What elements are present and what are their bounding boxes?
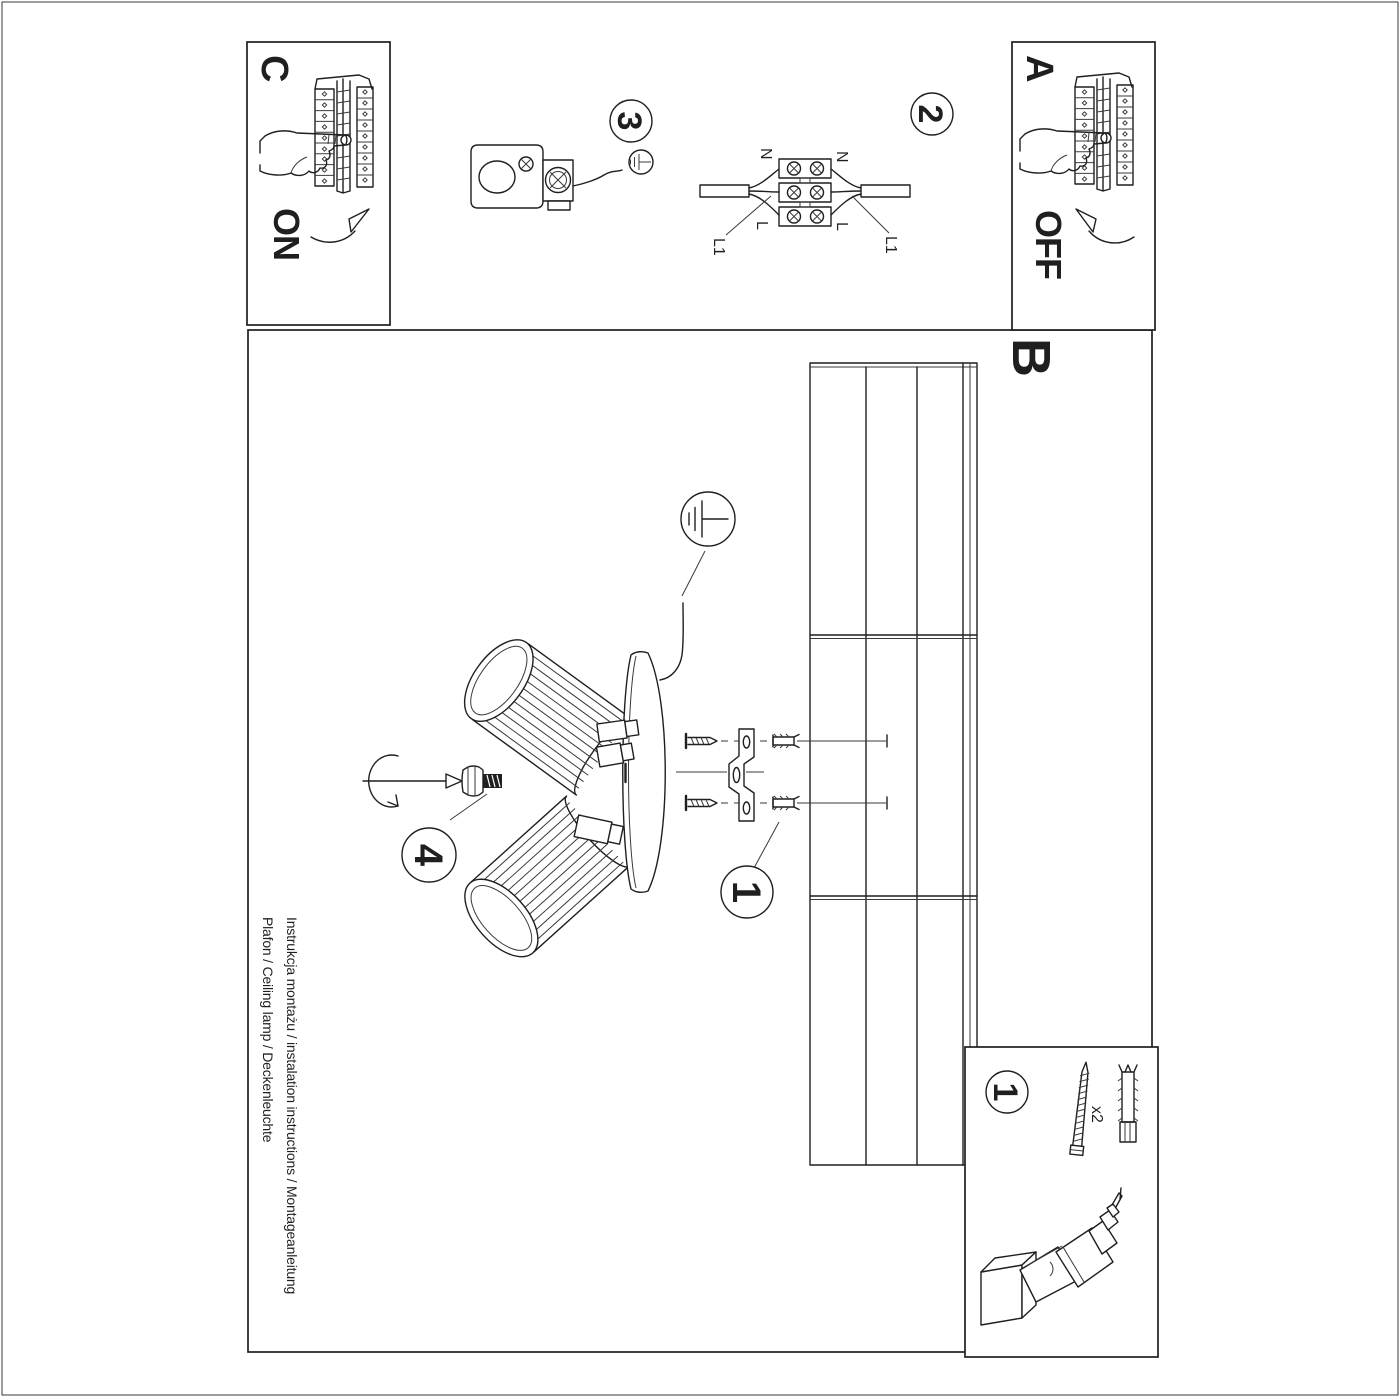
canopy [623, 652, 666, 893]
eyelet-bracket [471, 145, 543, 208]
cable-left [700, 169, 779, 215]
terminal-screws [788, 162, 824, 223]
parts-box [965, 1047, 1158, 1357]
wire-label-l1-right: L1 [882, 236, 899, 254]
step4-number: 4 [406, 843, 450, 867]
step3-ground-assembly [471, 100, 653, 210]
panel-c-power-on [247, 42, 390, 325]
off-label: OFF [1028, 210, 1069, 279]
step3-number: 3 [610, 111, 648, 131]
step1-number: 1 [724, 880, 768, 904]
wire-label-l1-left: L1 [710, 238, 727, 256]
wire-label-l-left: L [753, 221, 770, 230]
panel-c-label: C [253, 55, 295, 83]
footer-line1: Instrukcja montażu / instalation instructions / Montageanleitung [284, 917, 300, 1295]
quantity-label: x2 [1088, 1106, 1105, 1123]
on-label: ON [266, 208, 307, 260]
ground-symbol-icon [681, 492, 735, 546]
panel-a-power-off [1012, 42, 1155, 330]
ground-symbol-small-icon [629, 150, 653, 174]
footer-line2: Plafon / Ceiling lamp / Deckenleuchte [260, 917, 276, 1143]
figure-b-label: B [1001, 338, 1061, 377]
panel-a-label: A [1018, 55, 1060, 83]
cable-right [831, 169, 910, 215]
wire-label-n-left: N [757, 148, 774, 160]
step2-wiring-diagram [700, 93, 953, 256]
step2-number: 2 [911, 104, 949, 124]
terminal-screw-block [543, 160, 573, 210]
wire-label-l-right: L [833, 222, 850, 231]
terminal-block [779, 159, 831, 226]
ground-wire [573, 170, 622, 186]
wire-label-n-right: N [833, 151, 850, 163]
parts-step-number: 1 [986, 1082, 1024, 1102]
